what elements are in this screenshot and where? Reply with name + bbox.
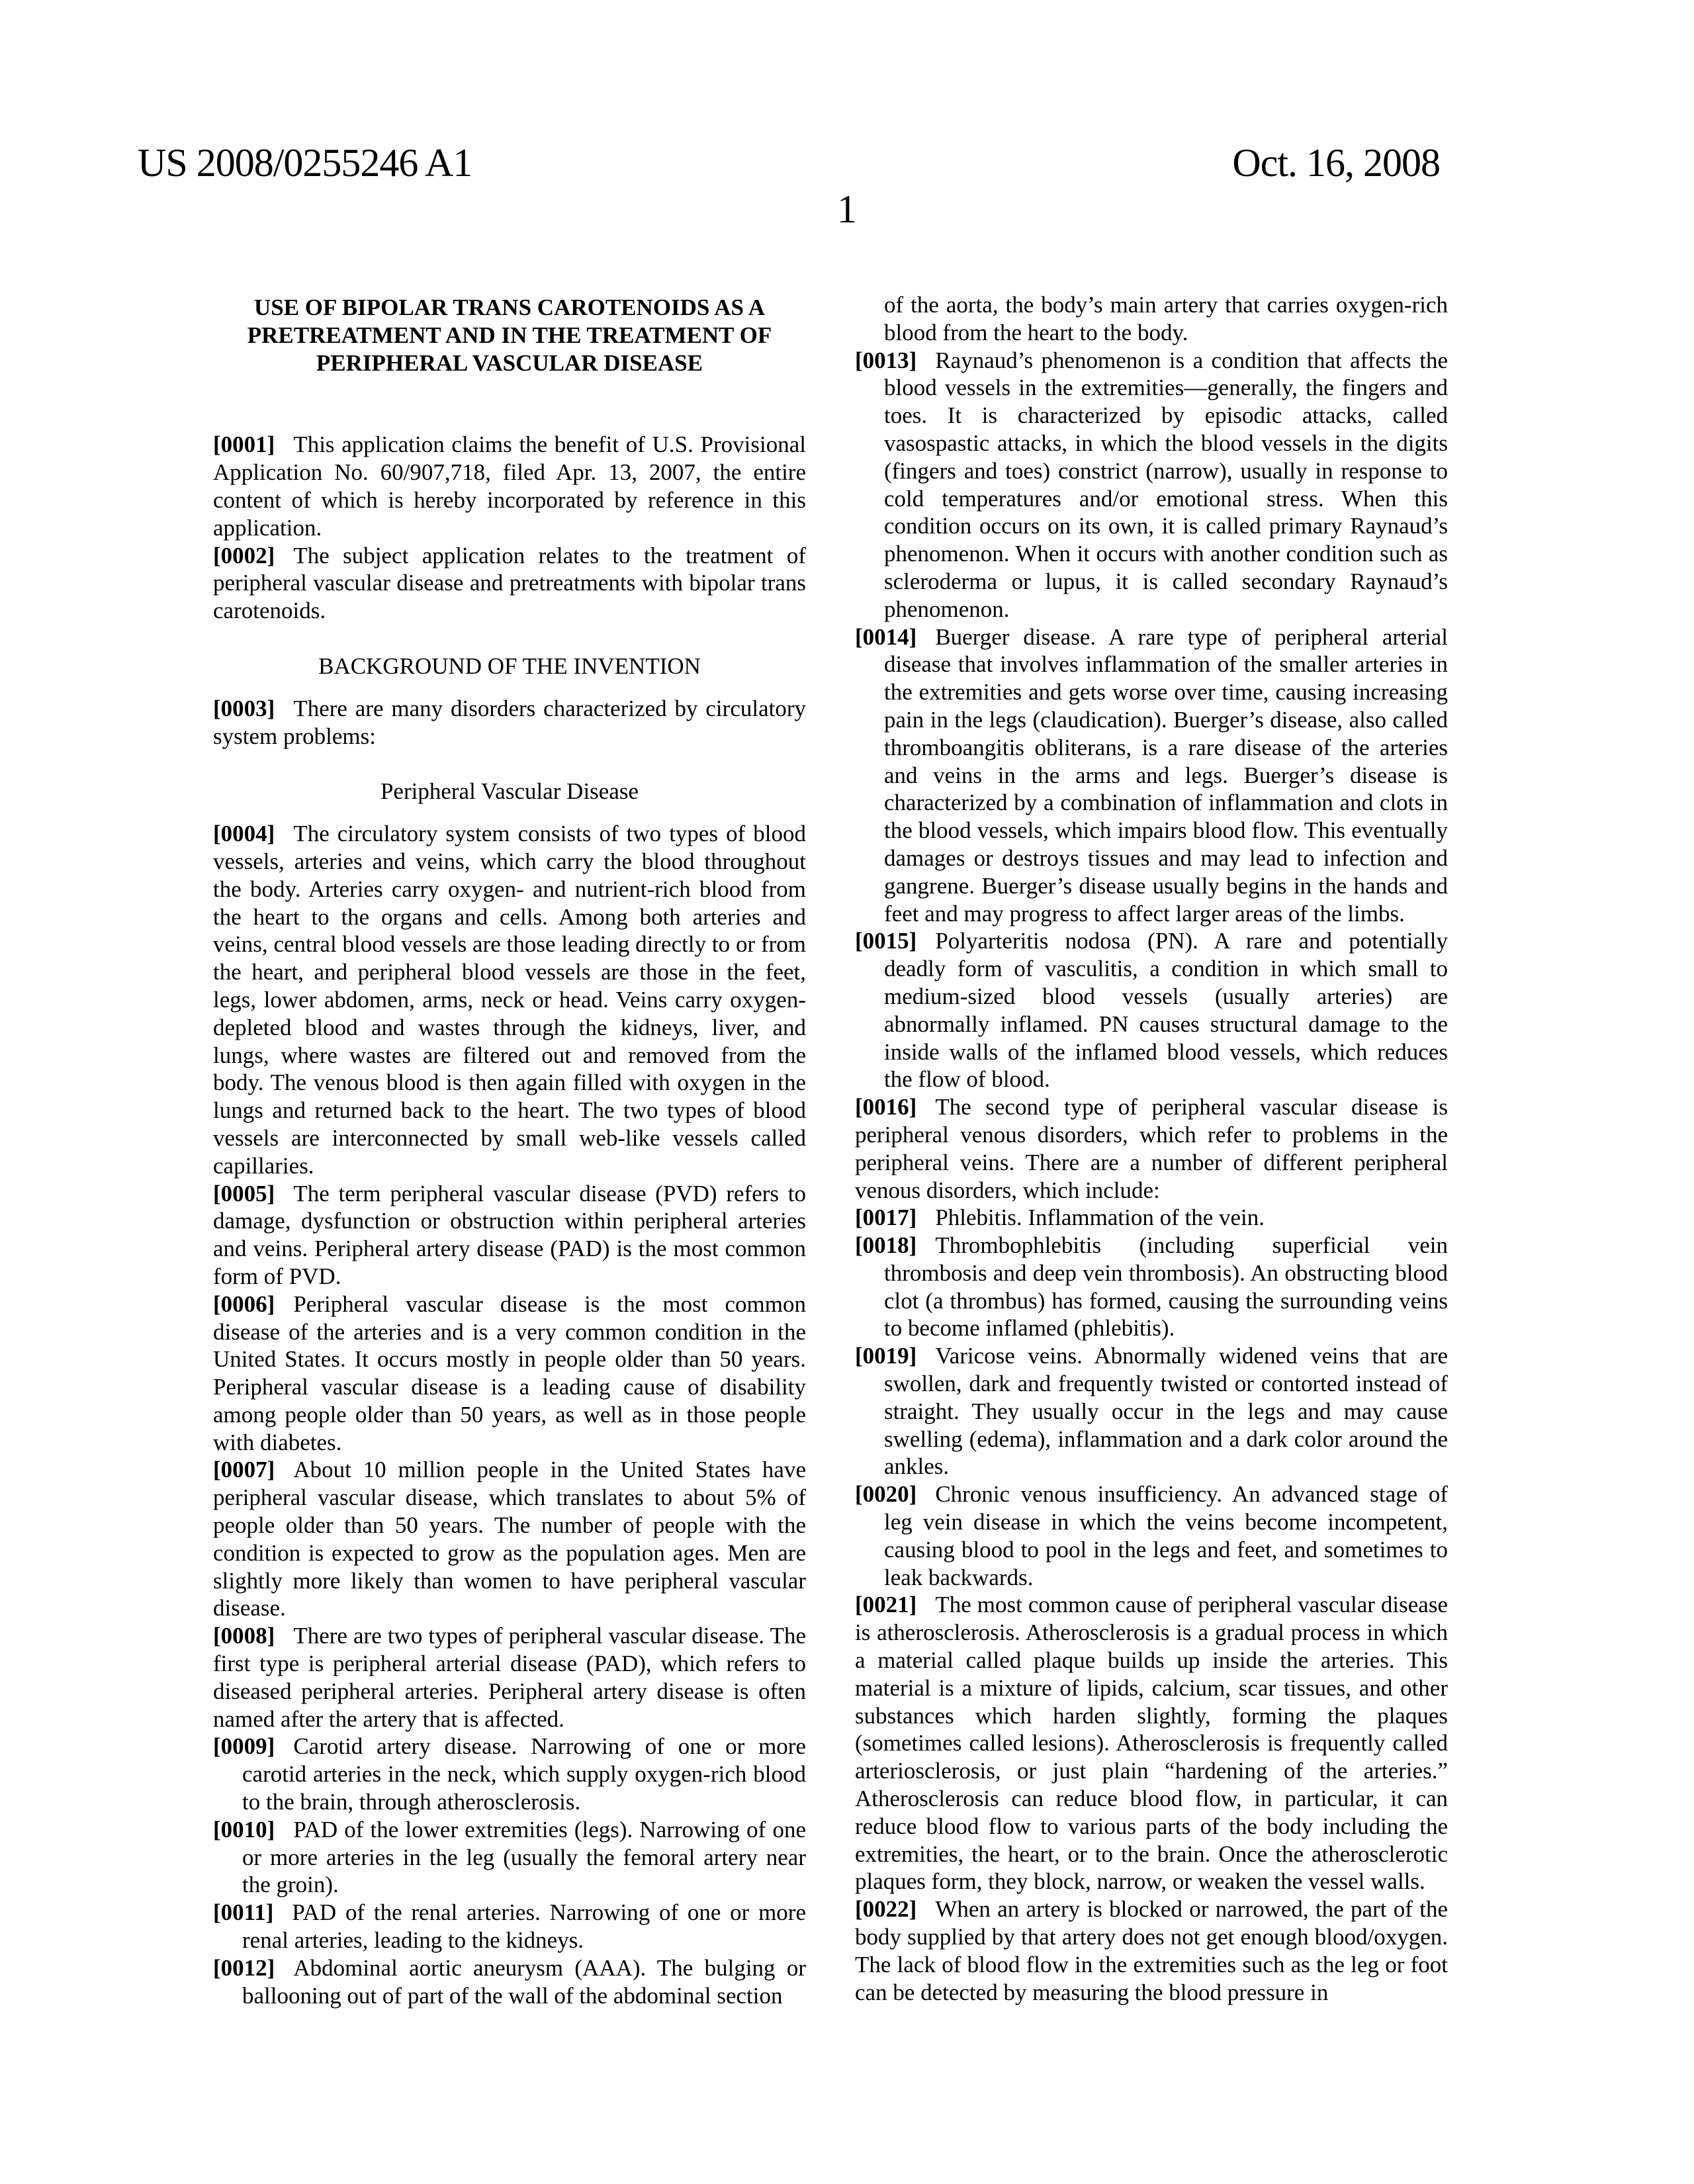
paragraph-number: [0002] [213, 543, 275, 569]
page-number: 1 [0, 187, 1694, 232]
left-column [213, 291, 806, 2009]
paragraph [855, 291, 1448, 347]
paragraph [213, 695, 806, 751]
section-heading: BACKGROUND OF THE INVENTION [213, 653, 806, 680]
paragraph-number: [0010] [213, 1817, 275, 1843]
paragraph-text: The subject application relates to the treatment of peripheral vascular disease and pretreatments with bipolar trans carotenoids. [213, 543, 806, 624]
paragraph [855, 1204, 1448, 1232]
paragraph [855, 1480, 1448, 1591]
paragraph-number: [0019] [855, 1343, 916, 1369]
paragraph [855, 1591, 1448, 1895]
section-heading: Peripheral Vascular Disease [213, 778, 806, 805]
paragraph-number: [0007] [213, 1457, 275, 1482]
paragraph [213, 1899, 806, 1954]
paragraph [855, 1895, 1448, 2006]
left-column-body [213, 431, 806, 2009]
paragraph-number: [0008] [213, 1623, 275, 1649]
paragraph-text: Carotid artery disease. Narrowing of one or more carotid arteries in the neck, which supply oxygen-rich blood to the brain, through atherosclerosis. [242, 1733, 806, 1815]
paragraph [213, 1180, 806, 1291]
paragraph-number: [0003] [213, 696, 275, 721]
paragraph-number: [0018] [855, 1232, 916, 1258]
paragraph [213, 1816, 806, 1899]
paragraph [213, 431, 806, 541]
paragraph [855, 1093, 1448, 1204]
paragraph [213, 820, 806, 1179]
paragraph-number: [0012] [213, 1955, 275, 1981]
paragraph-number: [0020] [855, 1481, 916, 1507]
paragraph-text: There are two types of peripheral vascular disease. The first type is peripheral arterial disease (PAD), which refers to diseased peripheral arteries. Peripheral artery disease is often named after the artery that is affected. [213, 1623, 806, 1731]
paragraph [213, 1456, 806, 1622]
paragraph [855, 623, 1448, 928]
paragraph-number: [0001] [213, 432, 275, 457]
paragraph-text: Abdominal aortic aneurysm (AAA). The bulging or ballooning out of part of the wall of the abdominal section [242, 1955, 806, 2009]
publication-date: Oct. 16, 2008 [1232, 140, 1440, 186]
paragraph-text: PAD of the lower extremities (legs). Narrowing of one or more arteries in the leg (usually the femoral artery near the groin). [242, 1817, 806, 1898]
paragraph [213, 1622, 806, 1733]
paragraph-number: [0021] [855, 1592, 916, 1617]
paragraph-number: [0011] [213, 1899, 273, 1925]
paragraph [213, 542, 806, 625]
paragraph-text: of the aorta, the body’s main artery that carries oxygen-rich blood from the heart to the body. [884, 292, 1448, 345]
paragraph-number: [0006] [213, 1291, 275, 1317]
paragraph-number: [0016] [855, 1094, 916, 1120]
paragraph-text: Chronic venous insufficiency. An advanced stage of leg vein disease in which the veins become incompetent, causing blood to pool in the legs and feet, and sometimes to leak backwards. [884, 1481, 1448, 1590]
paragraph [213, 1954, 806, 2010]
paragraph-text: This application claims the benefit of U.S. Provisional Application No. 60/907,718, filed Apr. 13, 2007, the entire content of which is hereby incorporated by reference in this application. [213, 432, 806, 540]
paragraph-number: [0013] [855, 347, 916, 373]
paragraph-text: Phlebitis. Inflammation of the vein. [935, 1205, 1265, 1230]
paragraph [213, 1291, 806, 1457]
paragraph-number: [0009] [213, 1733, 275, 1759]
paragraph-text: There are many disorders characterized by circulatory system problems: [213, 696, 806, 749]
paragraph [855, 347, 1448, 623]
publication-number: US 2008/0255246 A1 [138, 140, 472, 186]
paragraph [855, 1232, 1448, 1342]
paragraph [855, 927, 1448, 1093]
paragraph-text: Varicose veins. Abnormally widened veins that are swollen, dark and frequently twisted or contorted instead of straight. They usually occur in the legs and may cause swelling (edema), inflammation and a dark color around the ankles. [884, 1343, 1448, 1479]
paragraph-number: [0014] [855, 624, 916, 650]
paragraph-text: The most common cause of peripheral vascular disease is atherosclerosis. Atherosclerosis is a gradual process in which a material called plaque builds up inside the arteries. This material is a mixture of lipids, calcium, scar tissues, and other substances which harden slightly, forming the plaques (sometimes called lesions). Atherosclerosis is frequently called arteriosclerosis, or just plain “hardening of the arteries.” Atherosclerosis can reduce blood flow, in particular, it can reduce blood flow to various parts of the body including the extremities, the heart, or to the brain. Once the atherosclerotic plaques form, they block, narrow, or weaken the vessel walls. [855, 1592, 1448, 1894]
paragraph-text: When an artery is blocked or narrowed, the part of the body supplied by that artery does not get enough blood/oxygen. The lack of blood flow in the extremities such as the leg or foot can be detected by measuring the blood pressure in [855, 1896, 1448, 2005]
paragraph-text: Buerger disease. A rare type of peripheral arterial disease that involves inflammation of the smaller arteries in the extremities and gets worse over time, causing increasing pain in the legs (claudication). Buerger’s disease, also called thromboangitis obliterans, is a rare disease of the arteries and veins in the arms and legs. Buerger’s disease is characterized by a combination of inflammation and clots in the blood vessels, which impairs blood flow. This eventually damages or destroys tissues and may lead to infection and gangrene. Buerger’s disease usually begins in the hands and feet and may progress to affect larger areas of the limbs. [884, 624, 1448, 927]
paragraph-text: Polyarteritis nodosa (PN). A rare and potentially deadly form of vasculitis, a condition in which small to medium-sized blood vessels (usually arteries) are abnormally inflamed. PN causes structural damage to the inside walls of the inflamed blood vessels, which reduces the flow of blood. [884, 928, 1448, 1092]
paragraph-number: [0022] [855, 1896, 916, 1922]
paragraph-number: [0005] [213, 1181, 275, 1206]
paragraph [213, 1733, 806, 1815]
right-column [855, 291, 1448, 2006]
paragraph-text: PAD of the renal arteries. Narrowing of one or more renal arteries, leading to the kidneys. [242, 1899, 806, 1953]
paragraph-number: [0015] [855, 928, 916, 954]
paragraph-text: The second type of peripheral vascular disease is peripheral venous disorders, which refer to problems in the peripheral veins. There are a number of different peripheral venous disorders, which include: [855, 1094, 1448, 1203]
paragraph-text: Peripheral vascular disease is the most common disease of the arteries and is a very common condition in the United States. It occurs mostly in people older than 50 years. Peripheral vascular disease is a leading cause of disability among people older than 50 years, as well as in those people with diabetes. [213, 1291, 806, 1455]
paragraph-text: About 10 million people in the United States have peripheral vascular disease, which translates to about 5% of people older than 50 years. The number of people with the condition is expected to grow as the population ages. Men are slightly more likely than women to have peripheral vascular disease. [213, 1457, 806, 1621]
paragraph-text: The circulatory system consists of two types of blood vessels, arteries and veins, which carry the blood throughout the body. Arteries carry oxygen- and nutrient-rich blood from the heart to the organs and cells. Among both arteries and veins, central blood vessels are those leading directly to or from the heart, and peripheral blood vessels are those in the feet, legs, lower abdomen, arms, neck or head. Veins carry oxygen-depleted blood and wastes through the kidneys, liver, and lungs, where wastes are filtered out and removed from the body. The venous blood is then again filled with oxygen in the lungs and returned back to the heart. The two types of blood vessels are interconnected by small web-like vessels called capillaries. [213, 821, 806, 1179]
right-column-body [855, 291, 1448, 2006]
paragraph-text: Thrombophlebitis (including superficial vein thrombosis and deep vein thrombosis). An obstructing blood clot (a thrombus) has formed, causing the surrounding veins to become inflamed (phlebitis). [884, 1232, 1448, 1341]
paragraph-text: The term peripheral vascular disease (PVD) refers to damage, dysfunction or obstruction within peripheral arteries and veins. Peripheral artery disease (PAD) is the most common form of PVD. [213, 1181, 806, 1289]
paragraph-text: Raynaud’s phenomenon is a condition that affects the blood vessels in the extremities—generally, the fingers and toes. It is characterized by episodic attacks, called vasospastic attacks, in which the blood vessels in the digits (fingers and toes) constrict (narrow), usually in response to cold temperatures and/or emotional stress. When this condition occurs on its own, it is called primary Raynaud’s phenomenon. When it occurs with another condition such as scleroderma or lupus, it is called secondary Raynaud’s phenomenon. [884, 347, 1448, 622]
paragraph-number: [0004] [213, 821, 275, 846]
document-title: USE OF BIPOLAR TRANS CAROTENOIDS AS A PRETREATMENT AND IN THE TREATMENT OF PERIPHERAL VASCULAR DISEASE [213, 294, 806, 377]
paragraph [855, 1342, 1448, 1480]
paragraph-number: [0017] [855, 1205, 916, 1230]
